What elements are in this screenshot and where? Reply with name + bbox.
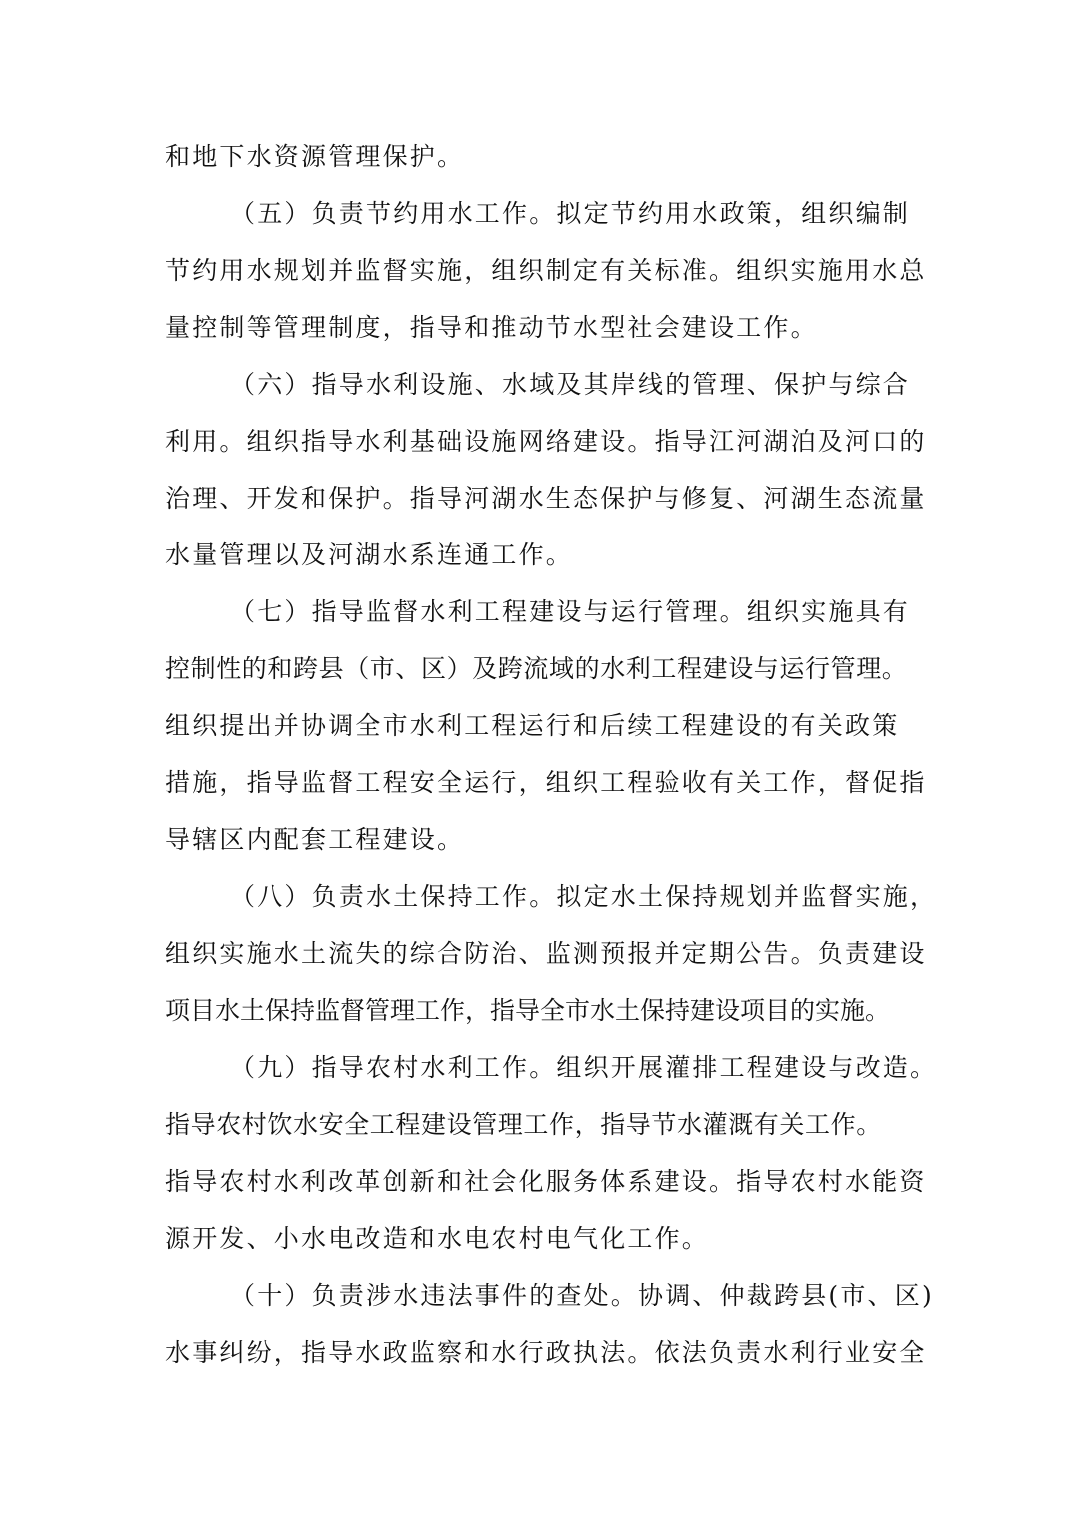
text-line: （八）负责水土保持工作。拟定水土保持规划并监督实施， [230,882,938,911]
text-line: 治理、开发和保护。指导河湖水生态保护与修复、河湖生态流量 [165,484,927,513]
text-line: 组织实施水土流失的综合防治、监测预报并定期公告。负责建设 [165,939,927,968]
text-line: 水事纠纷，指导水政监察和水行政执法。依法负责水利行业安全 [165,1338,927,1367]
text-line: 指导农村饮水安全工程建设管理工作，指导节水灌溉有关工作。 [165,1110,882,1139]
text-line: 措施，指导监督工程安全运行，组织工程验收有关工作，督促指 [165,768,927,797]
text-line: （九）指导农村水利工作。组织开展灌排工程建设与改造。 [230,1053,938,1082]
text-line: 导辖区内配套工程建设。 [165,825,465,854]
text-line: 节约用水规划并监督实施，组织制定有关标准。组织实施用水总 [165,256,927,285]
text-line: 水量管理以及河湖水系连通工作。 [165,540,574,569]
text-line: 组织提出并协调全市水利工程运行和后续工程建设的有关政策 [165,711,900,740]
text-line: 控制性的和跨县（市、区）及跨流域的水利工程建设与运行管理。 [165,654,908,683]
text-line: 利用。组织指导水利基础设施网络建设。指导江河湖泊及河口的 [165,427,927,456]
text-line: （七）指导监督水利工程建设与运行管理。组织实施具有 [230,597,911,626]
text-line: 和地下水资源管理保护。 [165,142,465,171]
text-line: （五）负责节约用水工作。拟定节约用水政策，组织编制 [230,199,911,228]
text-line: 源开发、小水电改造和水电农村电气化工作。 [165,1224,710,1253]
text-line: 指导农村水利改革创新和社会化服务体系建设。指导农村水能资 [165,1167,927,1196]
text-line: 量控制等管理制度，指导和推动节水型社会建设工作。 [165,313,818,342]
text-line: （六）指导水利设施、水域及其岸线的管理、保护与综合 [230,370,911,399]
text-line: 项目水土保持监督管理工作，指导全市水土保持建设项目的实施。 [165,996,891,1025]
text-line: （十）负责涉水违法事件的查处。协调、仲裁跨县(市、区) [230,1281,934,1310]
